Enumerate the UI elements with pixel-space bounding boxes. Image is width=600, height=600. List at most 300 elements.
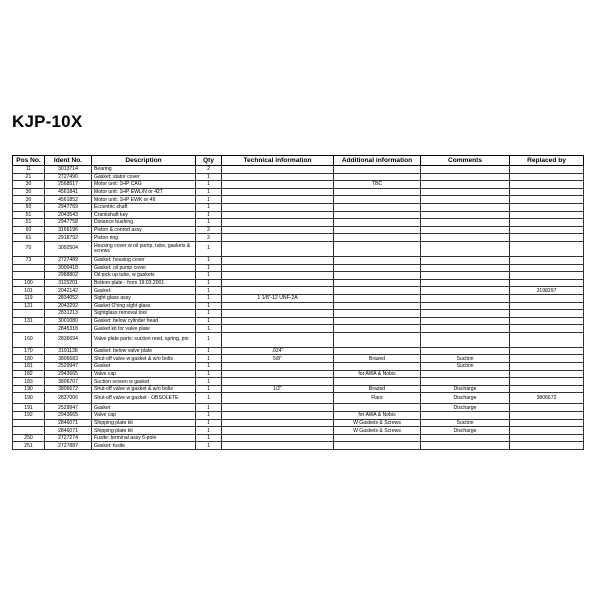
table-row [13, 378, 584, 386]
comments-cell [421, 302, 510, 310]
replaced-by-cell [510, 434, 584, 442]
qty-cell: 1 [196, 196, 222, 204]
comments-cell [421, 434, 510, 442]
ident-cell: 3092504 [45, 241, 92, 256]
ident-cell: 2568517 [45, 181, 92, 189]
table-row [13, 188, 584, 196]
additional-info-cell [334, 332, 421, 347]
additional-info-cell [334, 264, 421, 272]
qty-cell: 1 [196, 181, 222, 189]
comments-cell [421, 325, 510, 333]
table-row [13, 385, 584, 393]
comments-cell [421, 279, 510, 287]
additional-info-cell: Brazed [334, 355, 421, 363]
ident-cell: 2846071 [45, 419, 92, 427]
replaced-by-cell: 3198297 [510, 287, 584, 295]
qty-cell: 1 [196, 188, 222, 196]
technical-info-cell [222, 363, 334, 371]
comments-cell: Suction [421, 363, 510, 371]
table-row [13, 404, 584, 412]
replaced-by-cell [510, 310, 584, 318]
description-cell: Sightglass removal tool [92, 310, 196, 318]
replaced-by-cell [510, 355, 584, 363]
additional-info-cell: W Gaskets & Screws [334, 427, 421, 435]
comments-cell [421, 241, 510, 256]
technical-info-cell [222, 434, 334, 442]
qty-cell: 1 [196, 173, 222, 181]
table-row [13, 219, 584, 227]
technical-info-cell: 5/8" [222, 355, 334, 363]
table-body [13, 166, 584, 450]
ident-cell: 2846071 [45, 427, 92, 435]
technical-info-cell [222, 310, 334, 318]
replaced-by-cell [510, 442, 584, 450]
replaced-by-cell [510, 181, 584, 189]
ident-cell: 4561852 [45, 196, 92, 204]
ident-cell: 2727274 [45, 434, 92, 442]
header-qty: Qty [196, 156, 222, 166]
qty-cell: 2 [196, 226, 222, 234]
additional-info-cell: Brazed [334, 385, 421, 393]
qty-cell: 1 [196, 219, 222, 227]
table-row [13, 279, 584, 287]
replaced-by-cell [510, 196, 584, 204]
technical-info-cell [222, 226, 334, 234]
pos-cell: 170 [13, 347, 45, 355]
description-cell: Suction screen w gasket [92, 378, 196, 386]
ident-cell: 2043292 [45, 302, 92, 310]
ident-cell: 2529947 [45, 404, 92, 412]
comments-cell: Discharge [421, 385, 510, 393]
table-row [13, 427, 584, 435]
pos-cell: 100 [13, 279, 45, 287]
comments-cell [421, 226, 510, 234]
ident-cell: 2947758 [45, 219, 92, 227]
comments-cell [421, 166, 510, 174]
description-cell: Shut-off valve w gasket & w/o bolts [92, 355, 196, 363]
description-cell: Housing cover w oil pump, tube, gaskets & screws [92, 241, 196, 256]
table-row [13, 310, 584, 318]
table-row [13, 211, 584, 219]
replaced-by-cell [510, 412, 584, 420]
comments-cell [421, 442, 510, 450]
table-row [13, 434, 584, 442]
technical-info-cell: .024" [222, 347, 334, 355]
description-cell: Valve cap [92, 412, 196, 420]
qty-cell: 1 [196, 332, 222, 347]
ident-cell: 3001080 [45, 317, 92, 325]
comments-cell [421, 317, 510, 325]
qty-cell: 1 [196, 203, 222, 211]
page-title: KJP-10X [12, 112, 83, 131]
comments-cell [421, 294, 510, 302]
additional-info-cell [334, 404, 421, 412]
pos-cell: 190 [13, 393, 45, 404]
pos-cell: 251 [13, 442, 45, 450]
technical-info-cell [222, 393, 334, 404]
qty-cell: 1 [196, 302, 222, 310]
technical-info-cell [222, 219, 334, 227]
header-description: Description [92, 156, 196, 166]
description-cell: Motor unit: 1HP EWL/N or 42T [92, 188, 196, 196]
replaced-by-cell [510, 264, 584, 272]
additional-info-cell: for AWA & Nobis [334, 412, 421, 420]
table-row [13, 412, 584, 420]
pos-cell: 51 [13, 219, 45, 227]
replaced-by-cell [510, 317, 584, 325]
pos-cell: 192 [13, 412, 45, 420]
replaced-by-cell [510, 347, 584, 355]
header-replaced-by: Replaced by [510, 156, 584, 166]
ident-cell: 2529947 [45, 363, 92, 371]
pos-cell [13, 264, 45, 272]
comments-cell [421, 310, 510, 318]
table-header-row [13, 156, 584, 166]
pos-cell: 190 [13, 385, 45, 393]
pos-cell: 30 [13, 188, 45, 196]
technical-info-cell [222, 378, 334, 386]
qty-cell: 1 [196, 412, 222, 420]
qty-cell: 1 [196, 317, 222, 325]
description-cell: Gasket [92, 287, 196, 295]
table-row [13, 173, 584, 181]
ident-cell: 2831213 [45, 310, 92, 318]
replaced-by-cell [510, 404, 584, 412]
qty-cell: 1 [196, 393, 222, 404]
replaced-by-cell [510, 219, 584, 227]
table-row [13, 272, 584, 280]
comments-cell [421, 287, 510, 295]
table-row [13, 294, 584, 302]
technical-info-cell [222, 188, 334, 196]
additional-info-cell [334, 294, 421, 302]
additional-info-cell [334, 211, 421, 219]
header-technical-information: Technical information [222, 156, 334, 166]
pos-cell [13, 419, 45, 427]
table-row [13, 325, 584, 333]
table-row [13, 393, 584, 404]
additional-info-cell [334, 325, 421, 333]
technical-info-cell [222, 332, 334, 347]
replaced-by-cell [510, 363, 584, 371]
replaced-by-cell [510, 173, 584, 181]
description-cell: Gasket: housing cover [92, 256, 196, 264]
technical-info-cell [222, 264, 334, 272]
qty-cell: 1 [196, 264, 222, 272]
description-cell: Oil pick up tube, w gaskets [92, 272, 196, 280]
technical-info-cell [222, 287, 334, 295]
qty-cell: 1 [196, 427, 222, 435]
table-row [13, 181, 584, 189]
pos-cell [13, 325, 45, 333]
additional-info-cell [334, 363, 421, 371]
additional-info-cell [334, 256, 421, 264]
pos-cell: 131 [13, 317, 45, 325]
ident-cell: 3166196 [45, 226, 92, 234]
ident-cell: 4561841 [45, 188, 92, 196]
comments-cell [421, 412, 510, 420]
additional-info-cell [334, 302, 421, 310]
replaced-by-cell [510, 370, 584, 378]
technical-info-cell [222, 166, 334, 174]
qty-cell: 1 [196, 211, 222, 219]
comments-cell [421, 219, 510, 227]
replaced-by-cell [510, 378, 584, 386]
additional-info-cell [334, 173, 421, 181]
ident-cell: 3191138 [45, 347, 92, 355]
qty-cell: 1 [196, 256, 222, 264]
description-cell: Eccentric shaft [92, 203, 196, 211]
pos-cell: 160 [13, 332, 45, 347]
replaced-by-cell [510, 419, 584, 427]
pos-cell: 51 [13, 211, 45, 219]
replaced-by-cell [510, 203, 584, 211]
replaced-by-cell [510, 234, 584, 242]
technical-info-cell [222, 419, 334, 427]
additional-info-cell [334, 279, 421, 287]
qty-cell: 1 [196, 287, 222, 295]
comments-cell: Discharge [421, 393, 510, 404]
qty-cell: 1 [196, 294, 222, 302]
qty-cell: 1 [196, 434, 222, 442]
ident-cell: 2727887 [45, 442, 92, 450]
technical-info-cell [222, 404, 334, 412]
additional-info-cell [334, 272, 421, 280]
qty-cell: 1 [196, 310, 222, 318]
header-comments: Comments [421, 156, 510, 166]
description-cell: Valve plate parts: suction reed, spring, pin [92, 332, 196, 347]
qty-cell: 1 [196, 404, 222, 412]
qty-cell: 1 [196, 279, 222, 287]
comments-cell [421, 173, 510, 181]
ident-cell: 2837006 [45, 393, 92, 404]
additional-info-cell [334, 287, 421, 295]
replaced-by-cell [510, 325, 584, 333]
additional-info-cell [334, 188, 421, 196]
replaced-by-cell [510, 279, 584, 287]
qty-cell: 1 [196, 347, 222, 355]
description-cell: Gasket: below cylinder head [92, 317, 196, 325]
technical-info-cell [222, 412, 334, 420]
description-cell: Gasket kit for valve plate [92, 325, 196, 333]
description-cell: Gasket: oil pump cover [92, 264, 196, 272]
technical-info-cell [222, 325, 334, 333]
pos-cell: 11 [13, 166, 45, 174]
table-row [13, 256, 584, 264]
pos-cell: 21 [13, 173, 45, 181]
replaced-by-cell [510, 166, 584, 174]
comments-cell: Suction [421, 419, 510, 427]
table-row [13, 287, 584, 295]
pos-cell: 180 [13, 355, 45, 363]
additional-info-cell [334, 226, 421, 234]
table-row [13, 370, 584, 378]
ident-cell: 2918792 [45, 234, 92, 242]
replaced-by-cell [510, 427, 584, 435]
technical-info-cell [222, 302, 334, 310]
pos-cell: 121 [13, 302, 45, 310]
additional-info-cell: for AWA & Nobis [334, 370, 421, 378]
description-cell: Gasket [92, 363, 196, 371]
pos-cell: 73 [13, 256, 45, 264]
comments-cell [421, 203, 510, 211]
replaced-by-cell [510, 302, 584, 310]
table-row [13, 226, 584, 234]
comments-cell [421, 370, 510, 378]
qty-cell: 2 [196, 166, 222, 174]
additional-info-cell [334, 203, 421, 211]
description-cell: Gasket: fusite [92, 442, 196, 450]
comments-cell [421, 234, 510, 242]
parts-table [12, 155, 584, 450]
comments-cell [421, 188, 510, 196]
technical-info-cell [222, 427, 334, 435]
ident-cell: 3013714 [45, 166, 92, 174]
pos-cell: 50 [13, 203, 45, 211]
qty-cell: 1 [196, 355, 222, 363]
additional-info-cell [334, 196, 421, 204]
ident-cell: 2727489 [45, 256, 92, 264]
replaced-by-cell [510, 211, 584, 219]
description-cell: Shipping plate kit [92, 419, 196, 427]
ident-cell: 3806672 [45, 385, 92, 393]
header-pos-no: Pos No. [13, 156, 45, 166]
replaced-by-cell [510, 294, 584, 302]
pos-cell: 191 [13, 404, 45, 412]
description-cell: Piston ring [92, 234, 196, 242]
pos-cell: 101 [13, 287, 45, 295]
comments-cell: Discharge [421, 427, 510, 435]
table-row [13, 241, 584, 256]
replaced-by-cell [510, 385, 584, 393]
qty-cell: 1 [196, 363, 222, 371]
description-cell: Gasket: stator cover [92, 173, 196, 181]
description-cell: Fusite: terminal assy 6-pole [92, 434, 196, 442]
pos-cell: 183 [13, 378, 45, 386]
technical-info-cell [222, 442, 334, 450]
comments-cell [421, 196, 510, 204]
description-cell: Motor unit: 1HP EWK or 49 [92, 196, 196, 204]
technical-info-cell [222, 279, 334, 287]
description-cell: Shut-off valve w gasket & w/o bolts [92, 385, 196, 393]
pos-cell: 250 [13, 434, 45, 442]
additional-info-cell [334, 442, 421, 450]
comments-cell [421, 347, 510, 355]
pos-cell [13, 310, 45, 318]
table-row [13, 419, 584, 427]
technical-info-cell [222, 203, 334, 211]
table-row [13, 442, 584, 450]
ident-cell: 3115201 [45, 279, 92, 287]
technical-info-cell [222, 241, 334, 256]
description-cell: Motor unit: 1HP CAG [92, 181, 196, 189]
technical-info-cell [222, 317, 334, 325]
technical-info-cell [222, 234, 334, 242]
description-cell: Piston & conrod assy [92, 226, 196, 234]
table-row [13, 264, 584, 272]
comments-cell [421, 181, 510, 189]
replaced-by-cell [510, 241, 584, 256]
pos-cell: 119 [13, 294, 45, 302]
pos-cell [13, 272, 45, 280]
ident-cell: 3000418 [45, 264, 92, 272]
qty-cell: 1 [196, 272, 222, 280]
technical-info-cell [222, 256, 334, 264]
additional-info-cell [334, 219, 421, 227]
ident-cell: 2947769 [45, 203, 92, 211]
header-additional-information: Additional information [334, 156, 421, 166]
technical-info-cell [222, 173, 334, 181]
description-cell: Gasket O'ring sight glass [92, 302, 196, 310]
additional-info-cell [334, 241, 421, 256]
pos-cell: 70 [13, 241, 45, 256]
ident-cell: 3806683 [45, 355, 92, 363]
description-cell: Gasket [92, 404, 196, 412]
ident-cell: 2845318 [45, 325, 92, 333]
pos-cell: 181 [13, 363, 45, 371]
table-row [13, 347, 584, 355]
comments-cell [421, 211, 510, 219]
qty-cell: 1 [196, 442, 222, 450]
table-row [13, 302, 584, 310]
description-cell: Distance bushing [92, 219, 196, 227]
additional-info-cell [334, 234, 421, 242]
table-row [13, 166, 584, 174]
additional-info-cell [334, 166, 421, 174]
additional-info-cell [334, 378, 421, 386]
ident-cell: 2042142 [45, 287, 92, 295]
table-row [13, 332, 584, 347]
pos-cell: 182 [13, 370, 45, 378]
replaced-by-cell [510, 226, 584, 234]
ident-cell: 2727490 [45, 173, 92, 181]
pos-cell [13, 427, 45, 435]
qty-cell: 1 [196, 419, 222, 427]
additional-info-cell [334, 434, 421, 442]
ident-cell: 2834052 [45, 294, 92, 302]
replaced-by-cell [510, 188, 584, 196]
ident-cell: 2836694 [45, 332, 92, 347]
ident-cell: 2943665 [45, 412, 92, 420]
description-cell: Bearing [92, 166, 196, 174]
pos-cell: 60 [13, 226, 45, 234]
qty-cell: 2 [196, 234, 222, 242]
technical-info-cell [222, 211, 334, 219]
additional-info-cell: TBC [334, 181, 421, 189]
description-cell: Valve cap [92, 370, 196, 378]
description-cell: Bottom plate - from 19.03.2001 [92, 279, 196, 287]
description-cell: Crankshaft key [92, 211, 196, 219]
technical-info-cell [222, 181, 334, 189]
table-row [13, 363, 584, 371]
qty-cell: 1 [196, 378, 222, 386]
description-cell: Shut-off valve w gasket - OBSOLETE [92, 393, 196, 404]
table-row [13, 355, 584, 363]
comments-cell [421, 272, 510, 280]
additional-info-cell [334, 317, 421, 325]
qty-cell: 1 [196, 325, 222, 333]
comments-cell: Suction [421, 355, 510, 363]
description-cell: Shipping plate kit [92, 427, 196, 435]
technical-info-cell: 1/2" [222, 385, 334, 393]
ident-cell: 2043543 [45, 211, 92, 219]
ident-cell: 2943665 [45, 370, 92, 378]
ident-cell: 3806707 [45, 378, 92, 386]
pos-cell: 30 [13, 181, 45, 189]
qty-cell: 1 [196, 370, 222, 378]
comments-cell [421, 256, 510, 264]
comments-cell [421, 332, 510, 347]
